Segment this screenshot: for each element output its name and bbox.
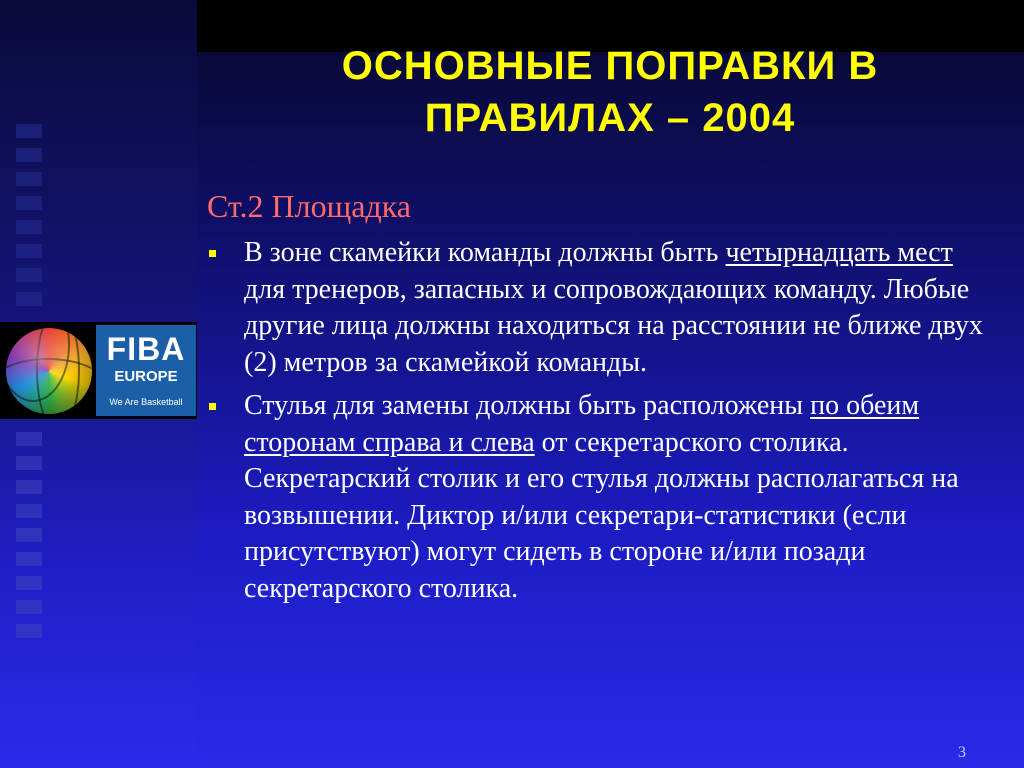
- bullet-text: для тренеров, запасных и сопровождающих команду. Любые другие лица должны находиться на расстоянии не ближе двух (2) метров за скамейкой команды.: [244, 273, 983, 378]
- decor-square: [16, 432, 42, 446]
- decor-square: [16, 600, 42, 614]
- decor-square: [16, 148, 42, 162]
- bullet-list: [207, 235, 997, 614]
- fiba-logo-box: [96, 325, 196, 416]
- decor-square: [16, 456, 42, 470]
- bullet-marker-icon: [209, 250, 216, 257]
- bullet-underlined-text: по обеим сторонам справа и слева: [244, 390, 920, 458]
- bullet-text: от секретарского столика. Секретарский столик и его стулья должны располагаться на возвышении. Диктор и/или секретари-статистики (если присутствуют) могут сидеть в стороне и/или позади секретарского столика.: [244, 426, 959, 604]
- decor-square: [16, 528, 42, 542]
- decor-square: [16, 244, 42, 258]
- bullet-item: [207, 388, 997, 607]
- decor-square: [16, 268, 42, 282]
- decor-square: [16, 552, 42, 566]
- decor-square: [16, 624, 42, 638]
- slide-title-line1: ОСНОВНЫЕ ПОПРАВКИ В: [341, 44, 879, 88]
- bullet-text: Стулья для замены должны быть расположены: [244, 390, 811, 421]
- logo-fiba-text: FIBA: [106, 331, 186, 367]
- bullet-item: [207, 235, 997, 381]
- slide-title: [210, 40, 1010, 144]
- bullet-marker-icon: [209, 403, 216, 410]
- decor-square: [16, 480, 42, 494]
- fiba-europe-logo: [0, 322, 197, 419]
- basketball-icon: [6, 328, 92, 414]
- decor-square: [16, 504, 42, 518]
- page-number: 3: [958, 744, 966, 761]
- logo-region-text: EUROPE: [114, 368, 178, 385]
- decor-square: [16, 576, 42, 590]
- bullet-underlined-text: четырнадцать мест: [725, 237, 953, 268]
- bullet-text: В зоне скамейки команды должны быть: [244, 237, 726, 268]
- slide-subtitle: Ст.2 Площадка: [207, 188, 411, 224]
- slide-title-line2: ПРАВИЛАХ – 2004: [424, 96, 796, 140]
- decor-square: [16, 220, 42, 234]
- decor-square: [16, 196, 42, 210]
- decor-square: [16, 172, 42, 186]
- decor-square: [16, 292, 42, 306]
- logo-tagline-text: We Are Basketball: [109, 397, 183, 407]
- decor-square: [16, 124, 42, 138]
